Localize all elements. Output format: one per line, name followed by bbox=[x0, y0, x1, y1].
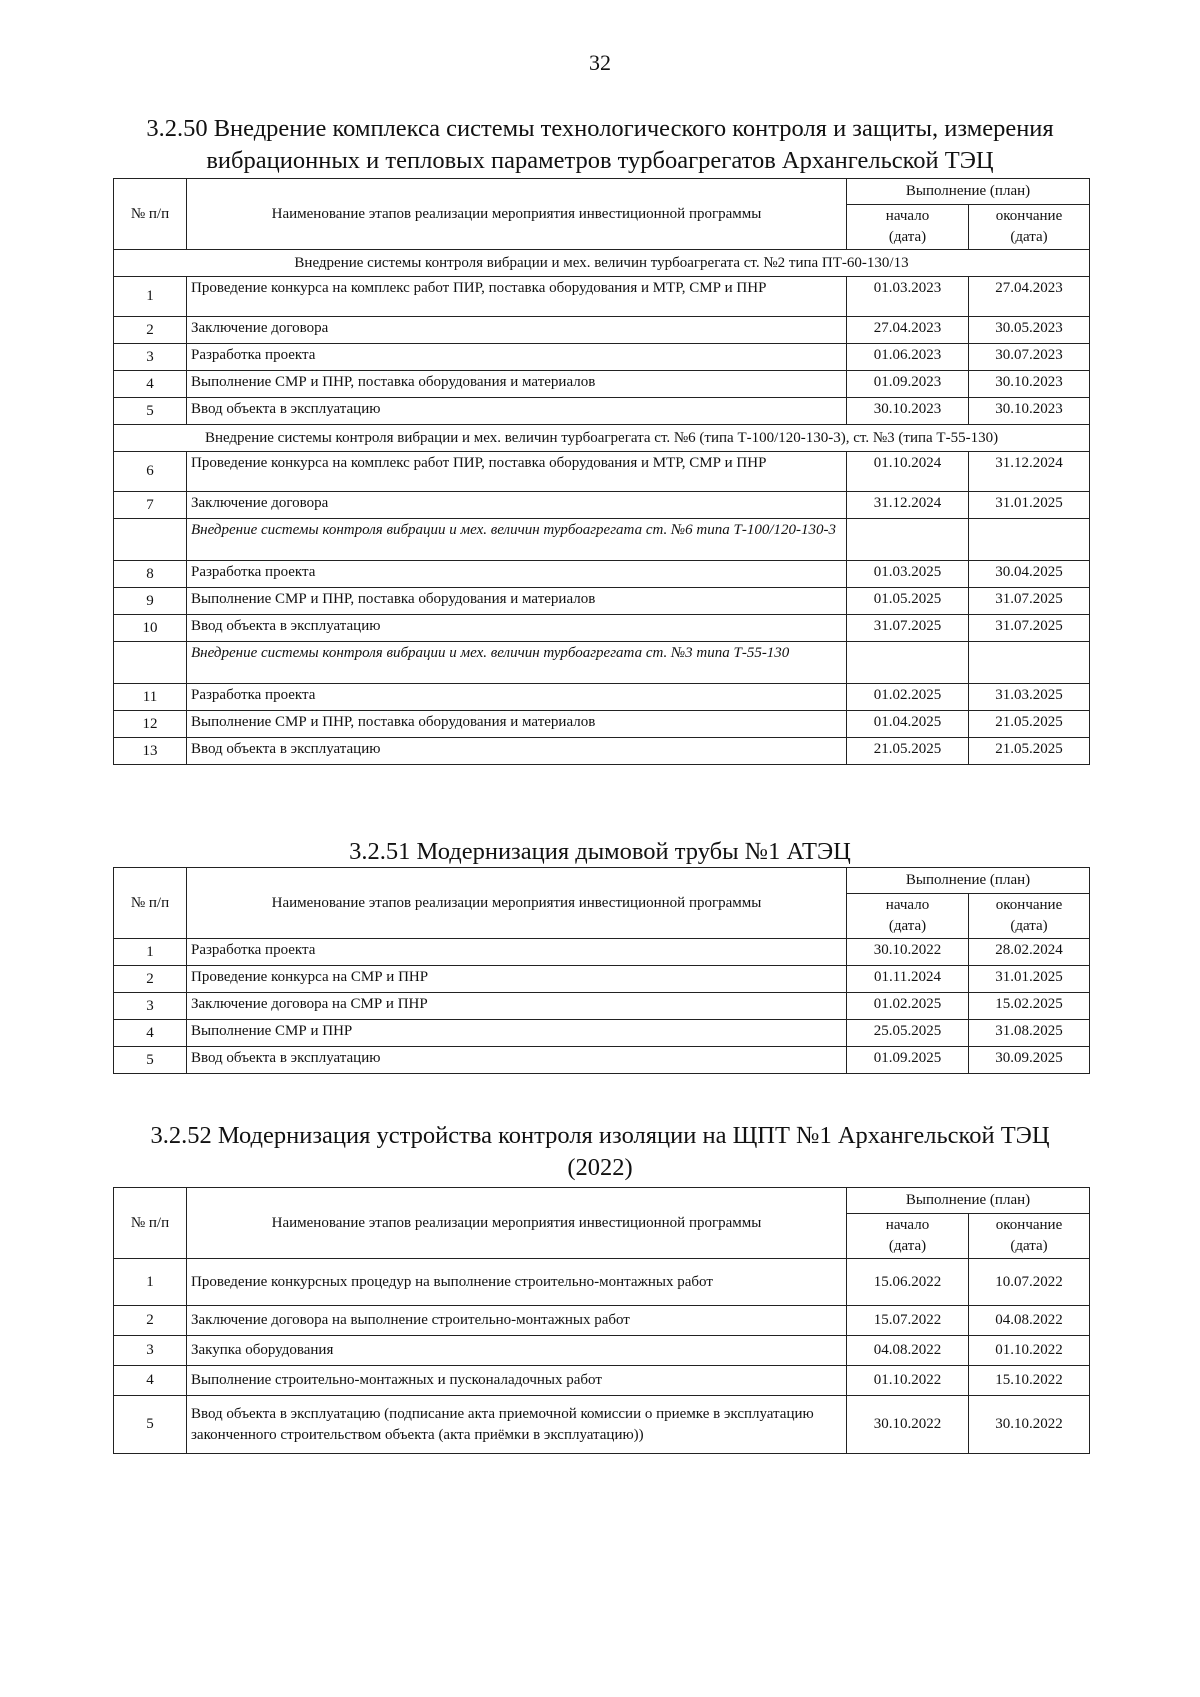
header-row bbox=[114, 179, 1090, 205]
row-number: 5 bbox=[114, 1047, 187, 1074]
section-title-line: 3.2.52 Модернизация устройства контроля изоляции на ЩПТ №1 Архангельской ТЭЦ bbox=[150, 1122, 1050, 1149]
row-number: 10 bbox=[114, 615, 187, 642]
row-number: 1 bbox=[114, 277, 187, 317]
header-start: начало (дата) bbox=[847, 1214, 969, 1259]
table-3-2-51 bbox=[113, 867, 1090, 1074]
header-end: окончание (дата) bbox=[969, 1214, 1090, 1259]
table-row bbox=[114, 492, 1090, 519]
header-num: № п/п bbox=[114, 868, 187, 939]
stage-name: Выполнение СМР и ПНР, поставка оборудования и материалов bbox=[187, 711, 847, 738]
row-number: 5 bbox=[114, 1396, 187, 1454]
table-row bbox=[114, 1306, 1090, 1336]
row-number: 3 bbox=[114, 1336, 187, 1366]
start-date: 01.02.2025 bbox=[847, 684, 969, 711]
subheader-turbine-6-3: Внедрение системы контроля вибрации и мех. величин турбоагрегата ст. №6 (типа Т-100/120-130-3), ст. №3 (типа Т-55-130) bbox=[114, 425, 1090, 452]
start-date: 04.08.2022 bbox=[847, 1336, 969, 1366]
table-row bbox=[114, 1020, 1090, 1047]
header-end: окончание (дата) bbox=[969, 205, 1090, 250]
start-date: 30.10.2022 bbox=[847, 1396, 969, 1454]
end-date: 30.09.2025 bbox=[969, 1047, 1090, 1074]
table-row bbox=[114, 398, 1090, 425]
header-execution: Выполнение (план) bbox=[847, 868, 1090, 894]
start-date: 01.03.2023 bbox=[847, 277, 969, 317]
end-date: 10.07.2022 bbox=[969, 1259, 1090, 1306]
stage-name: Заключение договора на СМР и ПНР bbox=[187, 993, 847, 1020]
stage-name: Проведение конкурсных процедур на выполнение строительно-монтажных работ bbox=[187, 1259, 847, 1306]
stage-name: Проведение конкурса на СМР и ПНР bbox=[187, 966, 847, 993]
undefined bbox=[114, 642, 187, 684]
stage-name: Выполнение строительно-монтажных и пусконаладочных работ bbox=[187, 1366, 847, 1396]
end-date: 30.10.2023 bbox=[969, 398, 1090, 425]
end-date: 30.05.2023 bbox=[969, 317, 1090, 344]
stage-name: Выполнение СМР и ПНР, поставка оборудования и материалов bbox=[187, 588, 847, 615]
start-date: 01.04.2025 bbox=[847, 711, 969, 738]
table-row bbox=[114, 588, 1090, 615]
table-row bbox=[114, 1259, 1090, 1306]
start-date: 01.10.2024 bbox=[847, 452, 969, 492]
row-number: 13 bbox=[114, 738, 187, 765]
end-date bbox=[969, 519, 1090, 561]
table-row bbox=[114, 371, 1090, 398]
table-3-2-50 bbox=[113, 178, 1090, 765]
stage-name: Ввод объекта в эксплуатацию bbox=[187, 615, 847, 642]
start-date: 01.06.2023 bbox=[847, 344, 969, 371]
start-date bbox=[847, 519, 969, 561]
header-execution: Выполнение (план) bbox=[847, 179, 1090, 205]
start-date: 01.11.2024 bbox=[847, 966, 969, 993]
header-start: начало (дата) bbox=[847, 205, 969, 250]
row-number: 2 bbox=[114, 317, 187, 344]
section-title-line: вибрационных и тепловых параметров турбоагрегатов Архангельской ТЭЦ bbox=[206, 147, 994, 174]
row-number: 1 bbox=[114, 1259, 187, 1306]
end-date: 04.08.2022 bbox=[969, 1306, 1090, 1336]
italic-subheader-turbine-3: Внедрение системы контроля вибрации и мех. величин турбоагрегата ст. №3 типа Т-55-130 bbox=[187, 642, 847, 684]
table-row bbox=[114, 939, 1090, 966]
header-row bbox=[114, 868, 1090, 894]
header-end: окончание (дата) bbox=[969, 894, 1090, 939]
start-date: 31.07.2025 bbox=[847, 615, 969, 642]
subheader-turbine-2: Внедрение системы контроля вибрации и мех. величин турбоагрегата ст. №2 типа ПТ-60-130/13 bbox=[114, 250, 1090, 277]
end-date: 31.03.2025 bbox=[969, 684, 1090, 711]
section-title-3-2-52 bbox=[120, 1120, 1080, 1184]
subheader-row bbox=[114, 250, 1090, 277]
row-number: 6 bbox=[114, 452, 187, 492]
row-number: 5 bbox=[114, 398, 187, 425]
stage-name: Ввод объекта в эксплуатацию bbox=[187, 738, 847, 765]
stage-name: Заключение договора bbox=[187, 492, 847, 519]
table-row bbox=[114, 738, 1090, 765]
section-title-3-2-50 bbox=[120, 113, 1080, 177]
row-number: 9 bbox=[114, 588, 187, 615]
table-row bbox=[114, 711, 1090, 738]
table-row bbox=[114, 317, 1090, 344]
stage-name: Разработка проекта bbox=[187, 939, 847, 966]
stage-name: Ввод объекта в эксплуатацию (подписание акта приемочной комиссии о приемке в эксплуатацию законченного строительством объекта (акта приёмки в эксплуатацию)) bbox=[187, 1396, 847, 1454]
table-row bbox=[114, 561, 1090, 588]
row-number: 12 bbox=[114, 711, 187, 738]
table-row bbox=[114, 277, 1090, 317]
end-date: 30.10.2022 bbox=[969, 1396, 1090, 1454]
end-date: 30.04.2025 bbox=[969, 561, 1090, 588]
stage-name: Ввод объекта в эксплуатацию bbox=[187, 398, 847, 425]
section-title-3-2-51: 3.2.51 Модернизация дымовой трубы №1 АТЭЦ bbox=[349, 838, 851, 865]
stage-name: Разработка проекта bbox=[187, 684, 847, 711]
start-date: 30.10.2022 bbox=[847, 939, 969, 966]
table-row bbox=[114, 1396, 1090, 1454]
stage-name: Выполнение СМР и ПНР, поставка оборудования и материалов bbox=[187, 371, 847, 398]
start-date: 21.05.2025 bbox=[847, 738, 969, 765]
header-num: № п/п bbox=[114, 179, 187, 250]
table-row bbox=[114, 452, 1090, 492]
row-number: 7 bbox=[114, 492, 187, 519]
undefined bbox=[847, 642, 969, 684]
header-name: Наименование этапов реализации мероприятия инвестиционной программы bbox=[187, 868, 847, 939]
start-date: 25.05.2025 bbox=[847, 1020, 969, 1047]
end-date: 31.07.2025 bbox=[969, 615, 1090, 642]
row-number: 2 bbox=[114, 1306, 187, 1336]
end-date: 27.04.2023 bbox=[969, 277, 1090, 317]
subheader-row bbox=[114, 425, 1090, 452]
row-number: 8 bbox=[114, 561, 187, 588]
table-row bbox=[114, 1047, 1090, 1074]
table-3-2-52 bbox=[113, 1187, 1090, 1454]
table-row bbox=[114, 966, 1090, 993]
row-number: 4 bbox=[114, 371, 187, 398]
stage-name: Выполнение СМР и ПНР bbox=[187, 1020, 847, 1047]
row-number: 3 bbox=[114, 344, 187, 371]
italic-subheader-turbine-6: Внедрение системы контроля вибрации и мех. величин турбоагрегата ст. №6 типа Т-100/120-130-3 bbox=[187, 519, 847, 561]
start-date: 31.12.2024 bbox=[847, 492, 969, 519]
row-number: 2 bbox=[114, 966, 187, 993]
section-title-line: 3.2.50 Внедрение комплекса системы технологического контроля и защиты, измерения bbox=[146, 115, 1054, 142]
start-date: 27.04.2023 bbox=[847, 317, 969, 344]
header-start: начало (дата) bbox=[847, 894, 969, 939]
row-number: 4 bbox=[114, 1020, 187, 1047]
undefined bbox=[969, 642, 1090, 684]
header-num: № п/п bbox=[114, 1188, 187, 1259]
row-number bbox=[114, 519, 187, 561]
stage-name: Проведение конкурса на комплекс работ ПИР, поставка оборудования и МТР, СМР и ПНР bbox=[187, 452, 847, 492]
stage-name: Ввод объекта в эксплуатацию bbox=[187, 1047, 847, 1074]
table-row bbox=[114, 344, 1090, 371]
table-row bbox=[114, 1336, 1090, 1366]
stage-name: Заключение договора bbox=[187, 317, 847, 344]
end-date: 21.05.2025 bbox=[969, 738, 1090, 765]
start-date: 30.10.2023 bbox=[847, 398, 969, 425]
stage-name: Разработка проекта bbox=[187, 561, 847, 588]
row-number: 4 bbox=[114, 1366, 187, 1396]
end-date: 30.07.2023 bbox=[969, 344, 1090, 371]
end-date: 15.02.2025 bbox=[969, 993, 1090, 1020]
end-date: 31.08.2025 bbox=[969, 1020, 1090, 1047]
row-number: 1 bbox=[114, 939, 187, 966]
end-date: 31.07.2025 bbox=[969, 588, 1090, 615]
header-name: Наименование этапов реализации мероприятия инвестиционной программы bbox=[187, 1188, 847, 1259]
row-number: 11 bbox=[114, 684, 187, 711]
section-title-line: (2022) bbox=[567, 1154, 633, 1181]
end-date: 31.01.2025 bbox=[969, 492, 1090, 519]
italic-subheader-row bbox=[114, 642, 1090, 684]
italic-subheader-row bbox=[114, 519, 1090, 561]
start-date: 01.05.2025 bbox=[847, 588, 969, 615]
header-execution: Выполнение (план) bbox=[847, 1188, 1090, 1214]
stage-name: Закупка оборудования bbox=[187, 1336, 847, 1366]
end-date: 30.10.2023 bbox=[969, 371, 1090, 398]
end-date: 15.10.2022 bbox=[969, 1366, 1090, 1396]
start-date: 01.09.2025 bbox=[847, 1047, 969, 1074]
start-date: 01.10.2022 bbox=[847, 1366, 969, 1396]
end-date: 31.12.2024 bbox=[969, 452, 1090, 492]
end-date: 21.05.2025 bbox=[969, 711, 1090, 738]
table-row bbox=[114, 1366, 1090, 1396]
stage-name: Заключение договора на выполнение строительно-монтажных работ bbox=[187, 1306, 847, 1336]
end-date: 28.02.2024 bbox=[969, 939, 1090, 966]
end-date: 31.01.2025 bbox=[969, 966, 1090, 993]
start-date: 01.09.2023 bbox=[847, 371, 969, 398]
row-number: 3 bbox=[114, 993, 187, 1020]
table-row bbox=[114, 684, 1090, 711]
start-date: 15.07.2022 bbox=[847, 1306, 969, 1336]
table-row bbox=[114, 993, 1090, 1020]
end-date: 01.10.2022 bbox=[969, 1336, 1090, 1366]
table-row bbox=[114, 615, 1090, 642]
header-row bbox=[114, 1188, 1090, 1214]
start-date: 01.03.2025 bbox=[847, 561, 969, 588]
stage-name: Проведение конкурса на комплекс работ ПИР, поставка оборудования и МТР, СМР и ПНР bbox=[187, 277, 847, 317]
page-number: 32 bbox=[589, 50, 611, 75]
start-date: 01.02.2025 bbox=[847, 993, 969, 1020]
header-name: Наименование этапов реализации мероприятия инвестиционной программы bbox=[187, 179, 847, 250]
start-date: 15.06.2022 bbox=[847, 1259, 969, 1306]
stage-name: Разработка проекта bbox=[187, 344, 847, 371]
